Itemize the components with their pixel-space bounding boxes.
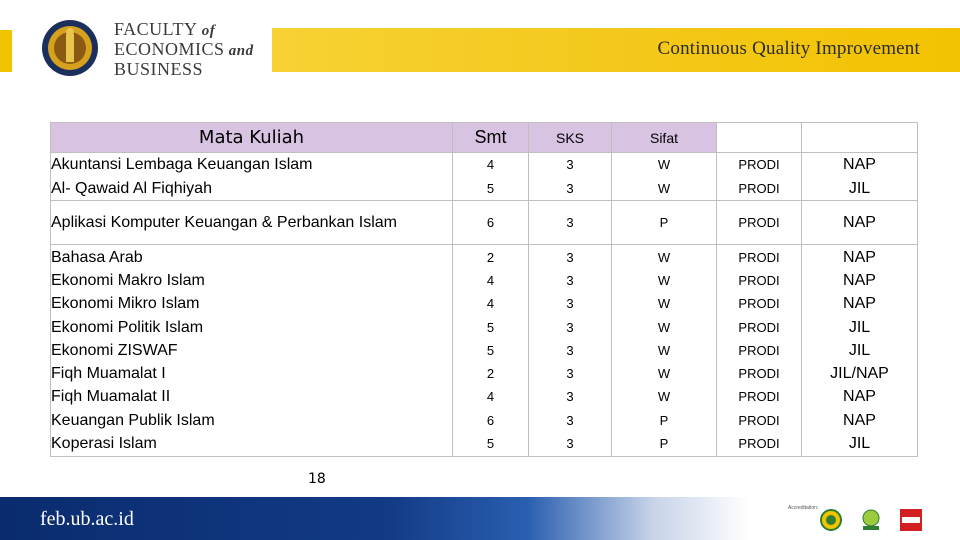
faculty-of: of <box>201 23 216 39</box>
course-name: Al- Qawaid Al Fiqhiyah <box>51 179 212 197</box>
sks-value: 3 <box>566 389 574 405</box>
sks-value: 3 <box>566 249 574 265</box>
sifat-value: P <box>659 436 669 452</box>
sks-value: 3 <box>566 412 574 428</box>
course-name: Fiqh Muamalat I <box>51 365 166 383</box>
header-type-blank <box>802 123 918 153</box>
sks-value: 3 <box>566 214 574 230</box>
header-sks: SKS <box>529 123 612 153</box>
smt-cell <box>453 201 529 245</box>
sifat-value: W <box>657 342 671 358</box>
type-value: JIL <box>848 318 871 336</box>
page-number: 18 <box>308 471 326 487</box>
course-name: Ekonomi Makro Islam <box>51 271 205 289</box>
sks-value: 3 <box>566 319 574 335</box>
prodi-value: PRODI <box>738 214 780 230</box>
type-value: NAP <box>843 156 876 174</box>
prodi-value: PRODI <box>738 436 780 452</box>
type-value: JIL <box>848 341 871 359</box>
course-names-cell <box>51 201 453 245</box>
type-value: JIL <box>848 179 871 197</box>
type-value: NAP <box>843 248 876 266</box>
prodi-value: PRODI <box>738 272 780 288</box>
sks-value: 3 <box>566 296 574 312</box>
prodi-value: PRODI <box>738 389 780 405</box>
type-value: JIL/NAP <box>830 365 889 383</box>
table-row <box>51 245 918 457</box>
table-header-row <box>51 123 918 153</box>
header-smt: Smt <box>453 123 529 153</box>
course-names-cell <box>51 245 453 457</box>
accreditation-seal-icon <box>820 509 842 531</box>
faculty-title <box>114 20 254 80</box>
type-value: NAP <box>843 271 876 289</box>
prodi-value: PRODI <box>738 412 780 428</box>
type-cell <box>802 245 918 457</box>
prodi-value: PRODI <box>738 180 780 196</box>
table-row <box>51 153 918 201</box>
sifat-value: W <box>657 296 671 312</box>
prodi-value: PRODI <box>738 249 780 265</box>
course-name: Ekonomi ZISWAF <box>51 341 178 359</box>
banner-title: Continuous Quality Improvement <box>657 38 920 59</box>
sifat-value: W <box>657 389 671 405</box>
smt-value: 2 <box>486 249 495 265</box>
faculty-and: and <box>228 43 254 59</box>
left-accent-bar <box>0 30 12 72</box>
sifat-cell <box>612 201 717 245</box>
faculty-line-3: BUSINESS <box>114 59 204 79</box>
smt-value: 6 <box>486 412 495 428</box>
faculty-line-2: ECONOMICS <box>114 39 225 59</box>
sifat-value: W <box>657 366 671 382</box>
course-name: Fiqh Muamalat II <box>51 388 171 406</box>
course-name: Keuangan Publik Islam <box>51 411 215 429</box>
sks-value: 3 <box>566 436 574 452</box>
header-mata-kuliah: Mata Kuliah <box>51 123 453 153</box>
accreditation-label: Accreditation: <box>788 505 819 511</box>
course-table <box>50 122 918 457</box>
sifat-cell <box>612 153 717 201</box>
banner-bar <box>272 28 960 72</box>
header-prodi-blank <box>717 123 802 153</box>
course-name: Koperasi Islam <box>51 435 157 453</box>
faculty-line-1: FACULTY <box>114 19 198 39</box>
type-value: NAP <box>843 388 876 406</box>
type-cell <box>802 153 918 201</box>
sifat-value: W <box>657 180 671 196</box>
smt-value: 2 <box>486 366 495 382</box>
prodi-cell <box>717 201 802 245</box>
footer-url[interactable]: feb.ub.ac.id <box>40 508 134 530</box>
university-logo-icon <box>40 18 100 78</box>
page-header <box>0 0 960 100</box>
prodi-cell <box>717 245 802 457</box>
prodi-value: PRODI <box>738 157 780 173</box>
acca-logo-icon <box>900 509 922 531</box>
smt-value: 6 <box>486 214 495 230</box>
prodi-value: PRODI <box>738 296 780 312</box>
type-cell <box>802 201 918 245</box>
sks-value: 3 <box>566 342 574 358</box>
footer-bar <box>0 497 960 540</box>
sifat-value: P <box>659 214 669 230</box>
sifat-value: P <box>659 412 669 428</box>
prodi-value: PRODI <box>738 366 780 382</box>
sks-value: 3 <box>566 180 574 196</box>
course-name: Bahasa Arab <box>51 248 143 266</box>
course-names-cell <box>51 153 453 201</box>
prodi-value: PRODI <box>738 319 780 335</box>
type-value: NAP <box>843 213 876 231</box>
sifat-value: W <box>657 249 671 265</box>
smt-cell <box>453 245 529 457</box>
sifat-cell <box>612 245 717 457</box>
course-name: Aplikasi Komputer Keuangan & Perbankan Islam <box>51 213 397 231</box>
sks-value: 3 <box>566 366 574 382</box>
header-sifat: Sifat <box>612 123 717 153</box>
sks-cell <box>529 201 612 245</box>
type-value: NAP <box>843 411 876 429</box>
sifat-value: W <box>657 319 671 335</box>
prodi-cell <box>717 153 802 201</box>
sks-cell <box>529 245 612 457</box>
smt-value: 4 <box>486 157 495 173</box>
smt-cell <box>453 153 529 201</box>
sks-value: 3 <box>566 272 574 288</box>
smt-value: 4 <box>486 296 495 312</box>
smt-value: 5 <box>486 342 495 358</box>
smt-value: 5 <box>486 319 495 335</box>
sks-value: 3 <box>566 157 574 173</box>
course-name: Akuntansi Lembaga Keuangan Islam <box>51 156 313 174</box>
type-value: NAP <box>843 295 876 313</box>
course-name: Ekonomi Politik Islam <box>51 318 204 336</box>
smt-value: 4 <box>486 389 495 405</box>
course-name: Ekonomi Mikro Islam <box>51 295 200 313</box>
smt-value: 5 <box>486 436 495 452</box>
sifat-value: W <box>657 272 671 288</box>
sifat-value: W <box>657 157 671 173</box>
ban-pt-logo-icon <box>860 509 882 531</box>
table-row <box>51 201 918 245</box>
smt-value: 4 <box>486 272 495 288</box>
type-value: JIL <box>848 435 871 453</box>
sks-cell <box>529 153 612 201</box>
smt-value: 5 <box>486 180 495 196</box>
prodi-value: PRODI <box>738 342 780 358</box>
